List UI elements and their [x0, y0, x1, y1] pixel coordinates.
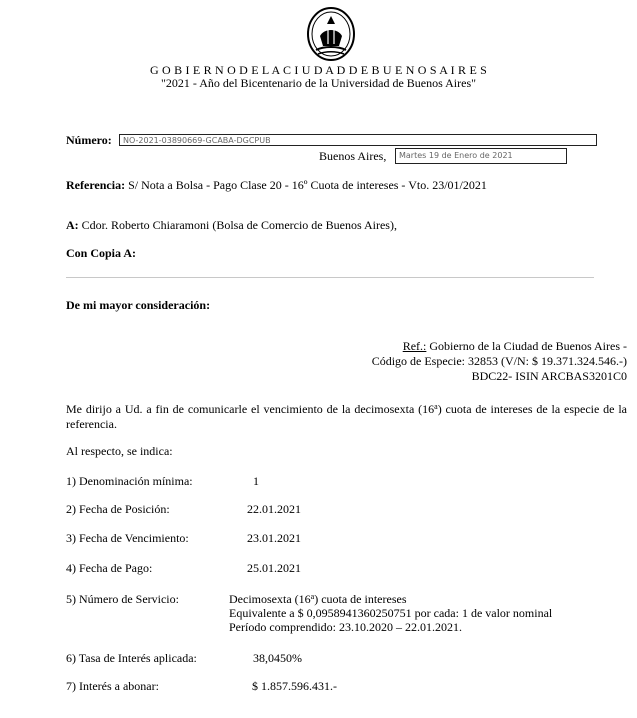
service-line-3: Período comprendido: 23.10.2020 – 22.01.2021. [229, 620, 462, 634]
item-value: 38,0450% [253, 651, 302, 665]
item-value: $ 1.857.596.431.- [252, 679, 337, 693]
place-label: Buenos Aires, [319, 149, 387, 163]
year-motto: "2021 - Año del Bicentenario de la Universidad de Buenos Aires" [160, 76, 477, 90]
item-label: 2) Fecha de Posición: [66, 502, 170, 516]
ref-line-2: Código de Especie: 32853 (V/N: $ 19.371.324.546.-) [371, 354, 627, 368]
government-title: G O B I E R N O D E L A C I U D A D D E B U E N O S A I R E S [149, 63, 488, 77]
recipient-label: A: [66, 218, 79, 232]
ref-label: Ref.: [402, 339, 427, 353]
respecto-text: Al respecto, se indica: [66, 444, 173, 458]
ref-block [372, 339, 627, 384]
greeting: De mi mayor consideración: [66, 298, 211, 312]
service-line-2: Equivalente a $ 0,0958941360250751 por cada: 1 de valor nominal [229, 606, 553, 620]
ref-line-1 [372, 339, 627, 354]
ref-line-3: BDC22- ISIN ARCBAS3201C0 [471, 369, 627, 383]
item-value: 25.01.2021 [247, 561, 301, 575]
recipient-line [66, 218, 397, 233]
intro-superscript: a [434, 402, 438, 411]
item-label: 3) Fecha de Vencimiento: [66, 531, 189, 545]
item-label: 5) Número de Servicio: [66, 592, 179, 606]
item-value: 1 [253, 474, 259, 488]
item-label: 7) Interés a abonar: [66, 679, 159, 693]
divider [66, 277, 594, 278]
service-details [229, 592, 552, 634]
recipient-value: Cdor. Roberto Chiaramoni (Bolsa de Comercio de Buenos Aires), [81, 218, 397, 232]
numero-label: Número: [66, 133, 112, 147]
referencia-value: S/ Nota a Bolsa - Pago Clase 20 - 16º Cuota de intereses - Vto. 23/01/2021 [128, 178, 487, 192]
copy-label: Con Copia A: [66, 246, 137, 260]
referencia-line [66, 178, 487, 193]
date-field: Martes 19 de Enero de 2021 [395, 148, 567, 164]
item-value: 23.01.2021 [247, 531, 301, 545]
numero-field: NO-2021-03890669-GCABA-DGCPUB [119, 134, 597, 146]
ref-issuer: Gobierno de la Ciudad de Buenos Aires - [429, 339, 627, 353]
intro-text-b: ) cuota de intereses de la especie de la referencia. [66, 402, 627, 431]
intro-text-a: Me dirijo a Ud. a fin de comunicarle el vencimiento de la decimosexta (16 [66, 402, 435, 416]
item-value: 22.01.2021 [247, 502, 301, 516]
item-label: 6) Tasa de Interés aplicada: [66, 651, 197, 665]
intro-paragraph [66, 402, 627, 432]
city-coat-of-arms-icon [306, 6, 356, 62]
referencia-label: Referencia: [66, 178, 126, 192]
item-label: 1) Denominación mínima: [66, 474, 193, 488]
service-line-1: Decimosexta (16$^a$) cuota de intereses [229, 592, 407, 606]
item-label: 4) Fecha de Pago: [66, 561, 153, 575]
